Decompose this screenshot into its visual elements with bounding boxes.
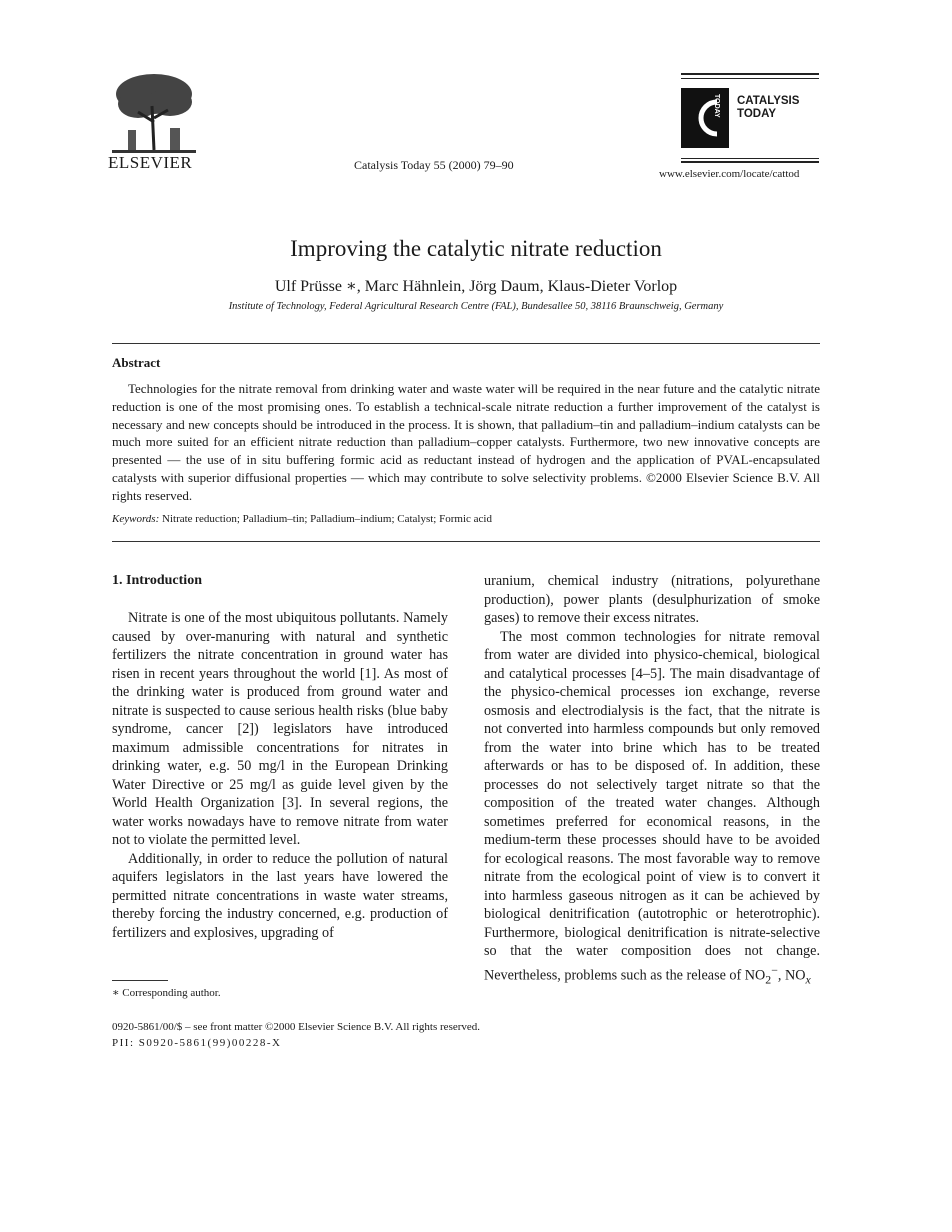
- journal-rule: [681, 78, 819, 79]
- journal-logo-text: TODAY: [713, 94, 720, 118]
- publisher-name: ELSEVIER: [108, 153, 193, 172]
- section-heading: 1. Introduction: [112, 573, 202, 588]
- subscript: x: [805, 972, 811, 987]
- section-divider: [112, 541, 820, 542]
- body-paragraph-tail: , NO: [777, 967, 806, 984]
- abstract-heading: Abstract: [112, 355, 161, 370]
- keywords-label: Keywords:: [112, 513, 160, 525]
- journal-url[interactable]: www.elsevier.com/locate/cattod: [659, 168, 800, 180]
- body-paragraph-text: The most common technologies for nitrate removal from water are divided into physico-chemical, biological and catalytical processes [4–5]. The main disadvantage of the physico-chemical processes ion exchange, reverse osmosis and electrodialysis is the fact, that the nitrate is not converted into harmless compounds but only removed from the water into brine which has to be treated afterwards or has to be disposed of. In addition, these processes do not selectively target nitrate so that the composition of the treated water changes. Although sometimes preferred for economical reasons, in the medium-term these processes should have to be avoided for ecological reasons. The most favorable way to remove nitrate from the ecological point of view is to convert it into harmless gaseous nitrogen as it can be achieved by biological denitrification (autotrophic or heterotrophic). Furthermore, biological denitrification is nitrate-selective so that the water composition does not change. Nevertheless, problems such as the release of NO: [484, 628, 820, 984]
- journal-rule: [681, 158, 819, 159]
- journal-name-line1: CATALYSIS: [737, 95, 800, 107]
- body-paragraph: Additionally, in order to reduce the pollution of natural aquifers legislators in the last years have lowered the permitted nitrate concentrations in waste water streams, thereby forcing the industry concerned, e.g. production of fertilizers and explosives, upgrading of: [112, 850, 448, 941]
- footnote: ∗ Corresponding author.: [112, 987, 221, 999]
- footnote-rule: [112, 980, 168, 981]
- journal-rule: [681, 161, 819, 163]
- section-divider: [112, 343, 820, 344]
- pii: PII: S0920-5861(99)00228-X: [112, 1037, 282, 1049]
- body-paragraph: uranium, chemical industry (nitrations, polyurethane production), power plants (desulphurization of smoke gases) to remove their excess nitrates.: [484, 573, 820, 626]
- journal-rule: [681, 73, 819, 75]
- article-title: Improving the catalytic nitrate reduction: [290, 236, 662, 261]
- keywords: [112, 513, 492, 525]
- journal-name: [737, 95, 799, 121]
- superscript: −: [771, 962, 778, 977]
- abstract-text: Technologies for the nitrate removal from drinking water and waste water will be required in the near future and the catalytic nitrate reduction is one of the most promising ones. To establish a technical-scale nitrate reduction a further improvement of the catalyst is necessary and new concepts should be introduced in the process. It is shown, that palladium–tin and palladium–indium catalysts can be much more suited for an efficient nitrate reduction than palladium–copper catalysts. Furthermore, two new innovative concepts are presented — the use of in situ buffering formic acid as reductant instead of hydrogen and the application of PVAL-encapsulated catalysts with superior diffusional properties — which may contribute to solve selectivity problems. ©2000 Elsevier Science B.V. All rights reserved.: [112, 381, 820, 503]
- journal-citation: Catalysis Today 55 (2000) 79–90: [354, 158, 514, 172]
- elsevier-tree-logo: [108, 72, 200, 154]
- front-matter: 0920-5861/00/$ – see front matter ©2000 Elsevier Science B.V. All rights reserved.: [112, 1021, 481, 1033]
- body-column-right: [484, 572, 820, 989]
- body-paragraph: [484, 628, 820, 989]
- catalysis-today-logo: [681, 88, 729, 148]
- subscript: 2: [765, 972, 772, 987]
- body-paragraph: Nitrate is one of the most ubiquitous pollutants. Namely caused by over-manuring with natural and synthetic fertilizers the nitrate concentration in ground water has risen in recent years throughout the world [1]. As most of the drinking water is produced from ground water and nitrate is suspected to cause serious health risks (blue baby syndrome, cancer [2]) legislators have introduced maximum admissible concentrations for nitrates in drinking water, e.g. 50 mg/l in the European Drinking Water Directive or 25 mg/l as guide level given by the World Health Organization [3]. In several regions, the water works nowadays have to remove nitrate from water not to violate the permitted level.: [112, 610, 448, 848]
- author-affiliation: Institute of Technology, Federal Agricultural Research Centre (FAL), Bundesallee 50, 38116 Braunschweig, Germany: [228, 301, 724, 312]
- journal-name-line2: TODAY: [737, 108, 776, 120]
- keywords-list: Nitrate reduction; Palladium–tin; Palladium–indium; Catalyst; Formic acid: [162, 513, 492, 525]
- article-authors: Ulf Prüsse ∗, Marc Hähnlein, Jörg Daum, Klaus-Dieter Vorlop: [274, 278, 678, 295]
- body-column-left: [112, 572, 448, 942]
